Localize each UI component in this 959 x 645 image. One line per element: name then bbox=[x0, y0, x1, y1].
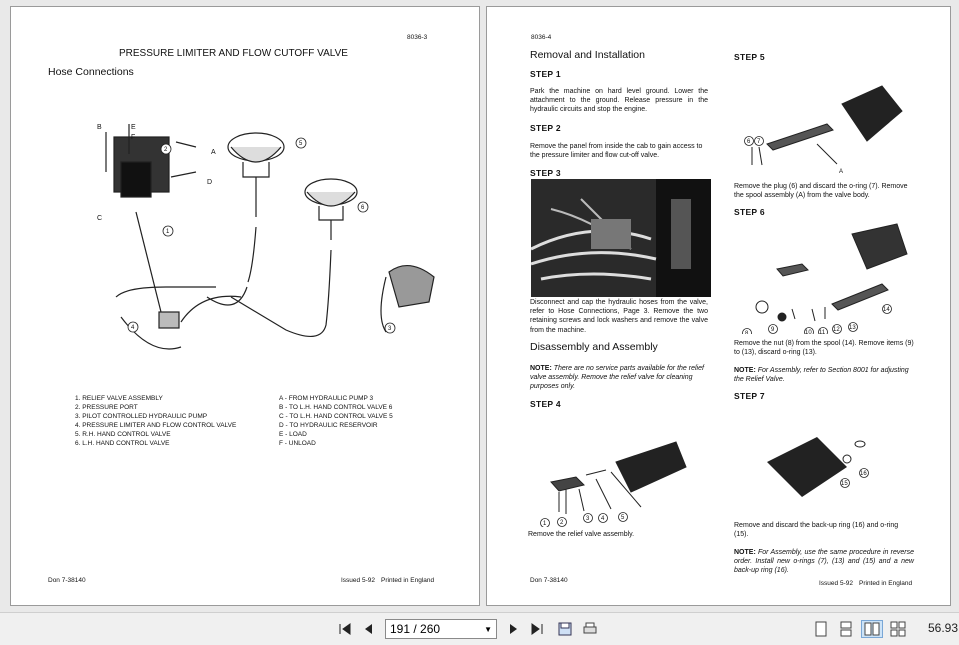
legend-letter-item: D - TO HYDRAULIC RESERVOIR bbox=[279, 422, 378, 429]
legend-item: 2. PRESSURE PORT bbox=[75, 404, 138, 411]
step7-callout-16: 16 bbox=[860, 471, 867, 477]
legend-item: 3. PILOT CONTROLLED HYDRAULIC PUMP bbox=[75, 413, 208, 420]
step-5-title: STEP 5 bbox=[734, 52, 765, 62]
legend-letter-item: A - FROM HYDRAULIC PUMP 3 bbox=[279, 395, 374, 402]
footer-issued: Issued 5-92 bbox=[341, 577, 375, 584]
page-title: PRESSURE LIMITER AND FLOW CUTOFF VALVE bbox=[119, 48, 348, 59]
step6-callout-11: 11 bbox=[819, 330, 826, 334]
document-page-right bbox=[486, 6, 951, 606]
page-code: 8036-4 bbox=[531, 34, 552, 41]
section-heading-removal: Removal and Installation bbox=[530, 49, 645, 61]
footer-issued: Issued 5-92 bbox=[819, 580, 853, 587]
diagram-letter-d: D bbox=[207, 179, 213, 186]
document-page-left bbox=[10, 6, 480, 606]
single-page-view-button[interactable] bbox=[812, 620, 830, 638]
note-3-label: NOTE: bbox=[734, 549, 756, 556]
legend-letter-item: F - UNLOAD bbox=[279, 440, 316, 447]
step6-callout-8: 8 bbox=[745, 331, 749, 334]
step-5-text: Remove the plug (6) and discard the o-ring (7). Remove the spool assembly (A) from the valve body. bbox=[734, 183, 908, 200]
step5-callout-a: A bbox=[839, 169, 844, 175]
step-1-title: STEP 1 bbox=[530, 69, 561, 79]
step-3-text: Disconnect and cap the hydraulic hoses from the valve, refer to Hose Connections, Page 3. Remove the two retaining screws and lock washers and remove the valve from the machine. bbox=[530, 299, 708, 334]
zoom-level[interactable]: 56.93 bbox=[928, 621, 959, 635]
step6-callout-10: 10 bbox=[805, 330, 812, 334]
step6-callout-13: 13 bbox=[849, 325, 856, 331]
legend-item: 5. R.H. HAND CONTROL VALVE bbox=[75, 431, 171, 438]
note-3 bbox=[734, 548, 914, 576]
step4-callout-5: 5 bbox=[621, 515, 625, 521]
diagram-letter-a: A bbox=[211, 149, 216, 156]
note-1 bbox=[530, 364, 708, 392]
step5-callout-6: 6 bbox=[747, 139, 751, 145]
step-3-title: STEP 3 bbox=[530, 168, 561, 178]
footer-left: Don 7-38140 bbox=[48, 577, 86, 584]
diagram-letter-c: C bbox=[97, 215, 103, 222]
note-2-text: For Assembly, refer to Section 8001 for adjusting the Relief Valve. bbox=[734, 367, 909, 384]
step-7-text: Remove and discard the back-up ring (16) and o-ring (15). bbox=[734, 522, 899, 539]
section-heading-hose-connections: Hose Connections bbox=[48, 66, 134, 78]
print-button[interactable] bbox=[580, 620, 600, 638]
step-2-text: Remove the panel from inside the cab to gain access to the pressure limiter and flow cut-off valve. bbox=[530, 143, 703, 160]
next-page-icon bbox=[506, 622, 520, 636]
save-button[interactable] bbox=[555, 620, 575, 638]
step4-callout-3: 3 bbox=[586, 516, 590, 522]
page-indicator: 191 / 260 bbox=[390, 622, 441, 636]
step-4-caption: Remove the relief valve assembly. bbox=[528, 531, 635, 538]
step-4-diagram bbox=[531, 417, 706, 527]
step-3-photo bbox=[531, 179, 711, 297]
viewer-toolbar bbox=[0, 612, 959, 645]
hose-connections-diagram bbox=[11, 102, 480, 362]
callout-6: 6 bbox=[361, 205, 365, 211]
continuous-icon bbox=[839, 621, 853, 637]
page-code: 8036-3 bbox=[407, 34, 428, 41]
footer-printed: Printed in England bbox=[381, 577, 435, 584]
last-page-icon bbox=[530, 622, 544, 636]
legend-item: 4. PRESSURE LIMITER AND FLOW CONTROL VALVE bbox=[75, 422, 237, 429]
step-4-title: STEP 4 bbox=[530, 399, 561, 409]
page-number-field[interactable] bbox=[385, 619, 497, 639]
step-5-diagram bbox=[737, 69, 912, 179]
first-page-button[interactable] bbox=[336, 620, 354, 638]
note-2 bbox=[734, 366, 914, 384]
page-dropdown-chevron-down-icon[interactable]: ▼ bbox=[484, 624, 492, 634]
footer-printed: Printed in England bbox=[859, 580, 913, 587]
step-6-diagram bbox=[737, 219, 917, 334]
facing-view-button[interactable] bbox=[861, 620, 883, 638]
legend-item: 1. RELIEF VALVE ASSEMBLY bbox=[75, 395, 163, 402]
step-7-diagram bbox=[752, 427, 922, 522]
prev-page-icon bbox=[362, 622, 376, 636]
callout-4: 4 bbox=[131, 325, 135, 331]
cover-view-button[interactable] bbox=[888, 620, 908, 638]
diagram-letter-e: E bbox=[131, 124, 136, 131]
callout-5: 5 bbox=[299, 141, 303, 147]
last-page-button[interactable] bbox=[528, 620, 546, 638]
step6-callout-9: 9 bbox=[771, 327, 775, 333]
note-2-label: NOTE: bbox=[734, 367, 756, 374]
step-6-text: Remove the nut (8) from the spool (14). Remove items (9) to (13), discard o-ring (13). bbox=[734, 340, 914, 357]
step4-callout-1: 1 bbox=[543, 521, 547, 527]
step6-callout-14: 14 bbox=[883, 307, 890, 313]
callout-1: 1 bbox=[166, 229, 170, 235]
footer-left: Don 7-38140 bbox=[530, 577, 568, 584]
callout-3: 3 bbox=[388, 326, 392, 332]
step-1-text: Park the machine on hard level ground. Lower the attachment to the ground. Release pressure in the hydraulic circuits and stop the engine. bbox=[530, 88, 708, 114]
step-2-title: STEP 2 bbox=[530, 123, 561, 133]
diagram-letter-b: B bbox=[97, 124, 102, 131]
legend-letter-item: B - TO L.H. HAND CONTROL VALVE 6 bbox=[279, 404, 393, 411]
legend-letter-item: E - LOAD bbox=[279, 431, 307, 438]
step-7-title: STEP 7 bbox=[734, 391, 765, 401]
step5-callout-7: 7 bbox=[757, 139, 761, 145]
facing-icon bbox=[864, 622, 880, 636]
section-heading-disassembly: Disassembly and Assembly bbox=[530, 341, 658, 353]
step4-callout-2: 2 bbox=[560, 520, 564, 526]
legend-item: 6. L.H. HAND CONTROL VALVE bbox=[75, 440, 170, 447]
callout-2: 2 bbox=[164, 147, 168, 153]
note-1-label: NOTE: bbox=[530, 365, 552, 372]
legend-letter-item: C - TO L.H. HAND CONTROL VALVE 5 bbox=[279, 413, 393, 420]
note-1-text: There are no service parts available for the relief valve assembly. Remove the relief valve for cleaning purposes only. bbox=[530, 365, 704, 391]
step6-callout-12: 12 bbox=[833, 327, 840, 333]
previous-page-button[interactable] bbox=[360, 620, 378, 638]
step4-callout-4: 4 bbox=[601, 516, 605, 522]
cover-icon bbox=[890, 621, 906, 637]
print-icon bbox=[582, 621, 598, 637]
first-page-icon bbox=[338, 622, 352, 636]
diagram-letter-f: F bbox=[131, 134, 136, 141]
single-page-icon bbox=[814, 621, 828, 637]
next-page-button[interactable] bbox=[504, 620, 522, 638]
save-icon bbox=[557, 621, 573, 637]
note-3-text: For Assembly, use the same procedure in reverse order. Install new o-rings (7), (13) and (15) and a new back-up ring (16). bbox=[734, 549, 914, 575]
continuous-view-button[interactable] bbox=[837, 620, 855, 638]
step7-callout-15: 15 bbox=[841, 481, 848, 487]
step-6-title: STEP 6 bbox=[734, 207, 765, 217]
